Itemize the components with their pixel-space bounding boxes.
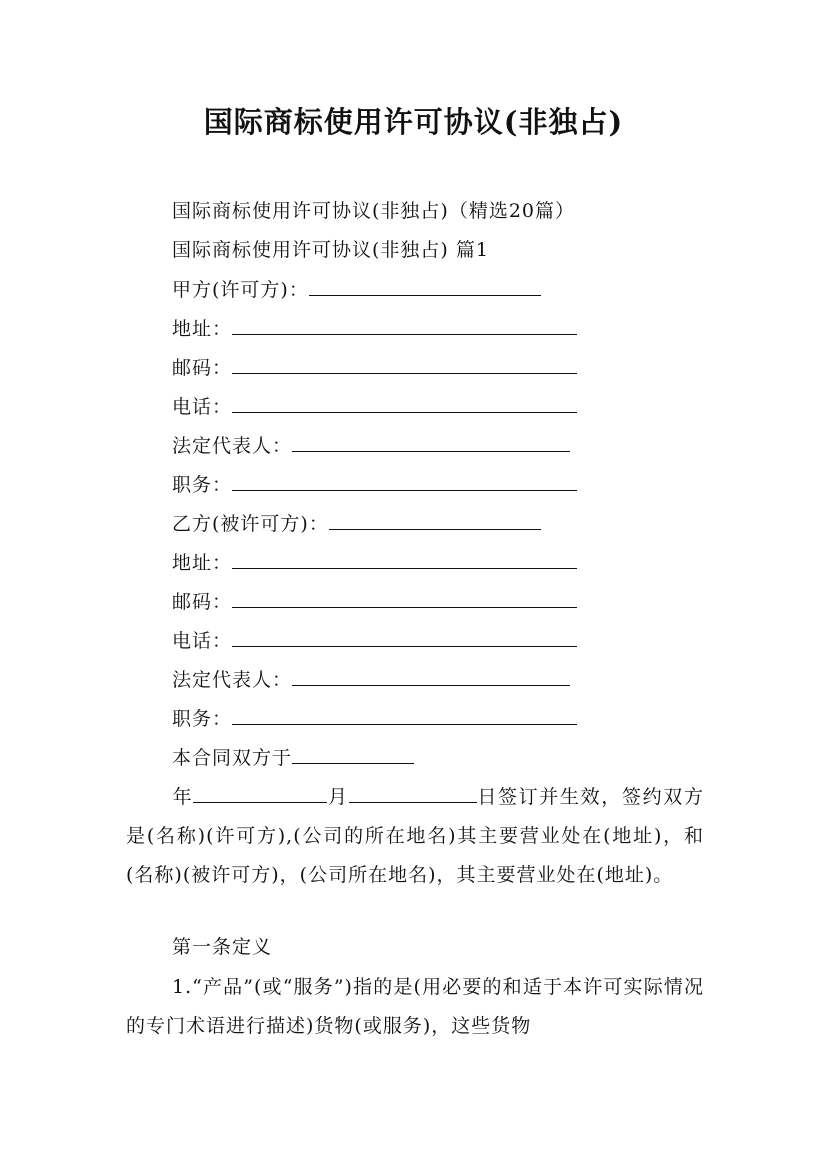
party-b-postcode-label: 邮码： [172, 591, 233, 613]
party-b-legal-rep-label: 法定代表人： [172, 669, 293, 691]
party-a-legal-rep-label: 法定代表人： [172, 435, 293, 457]
party-b-phone-row [172, 628, 577, 653]
party-a-position-label: 职务： [172, 474, 233, 496]
month-label: 月 [327, 786, 349, 808]
party-b-name-field[interactable] [329, 511, 541, 530]
party-b-legal-rep-field[interactable] [292, 667, 570, 686]
party-a-position-field[interactable] [232, 472, 577, 491]
party-a-address-field[interactable] [232, 316, 577, 335]
party-b-address-label: 地址： [172, 552, 233, 574]
article1-title: 第一条定义 [172, 936, 273, 958]
sign-prefix: 本合同双方于 [172, 747, 293, 769]
party-a-phone-field[interactable] [232, 394, 577, 413]
party-b-address-field[interactable] [232, 550, 577, 569]
party-a-postcode-row [172, 355, 577, 380]
party-a-phone-row [172, 394, 577, 419]
party-b-position-row [172, 706, 577, 731]
year-field[interactable] [193, 784, 327, 803]
party-b-row [172, 511, 541, 536]
collection-heading: 国际商标使用许可协议(非独占)（精选20篇） [172, 200, 576, 222]
party-b-phone-field[interactable] [232, 628, 577, 647]
party-a-name-field[interactable] [309, 277, 541, 296]
contract-paragraph [126, 778, 704, 895]
party-b-phone-label: 电话： [172, 630, 233, 652]
party-a-postcode-field[interactable] [232, 355, 577, 374]
document-title: 国际商标使用许可协议(非独占) [203, 105, 624, 139]
month-field[interactable] [349, 784, 477, 803]
sign-date-row [172, 745, 414, 770]
party-a-row [172, 277, 541, 302]
contract-body-text: 日签订并生效，签约双方是(名称)(许可方),(公司的所在地名)其主要营业处在(地址)，和(名称)(被许可方)，(公司所在地名)，其主要营业处在(地址)。 [126, 786, 704, 886]
party-a-address-label: 地址： [172, 318, 233, 340]
party-a-label: 甲方(许可方)： [172, 279, 309, 301]
party-b-postcode-field[interactable] [232, 589, 577, 608]
party-a-position-row [172, 472, 577, 497]
party-a-postcode-label: 邮码： [172, 357, 233, 379]
party-b-position-field[interactable] [232, 706, 577, 725]
article1-item1 [126, 968, 704, 1046]
party-b-address-row [172, 550, 577, 575]
party-a-legal-rep-row [172, 433, 570, 458]
party-b-position-label: 职务： [172, 708, 233, 730]
sign-place-field[interactable] [292, 745, 414, 764]
party-b-postcode-row [172, 589, 577, 614]
article-heading: 国际商标使用许可协议(非独占) 篇1 [172, 239, 489, 261]
party-b-legal-rep-row [172, 667, 570, 692]
article1-item1-text: 1.“产品”(或“服务”)指的是(用必要的和适于本许可实际情况的专门术语进行描述)货物(或服务)，这些货物 [126, 976, 704, 1037]
party-a-address-row [172, 316, 577, 341]
party-b-label: 乙方(被许可方)： [172, 513, 329, 535]
party-a-phone-label: 电话： [172, 396, 233, 418]
party-a-legal-rep-field[interactable] [292, 433, 570, 452]
year-label: 年 [172, 786, 194, 808]
